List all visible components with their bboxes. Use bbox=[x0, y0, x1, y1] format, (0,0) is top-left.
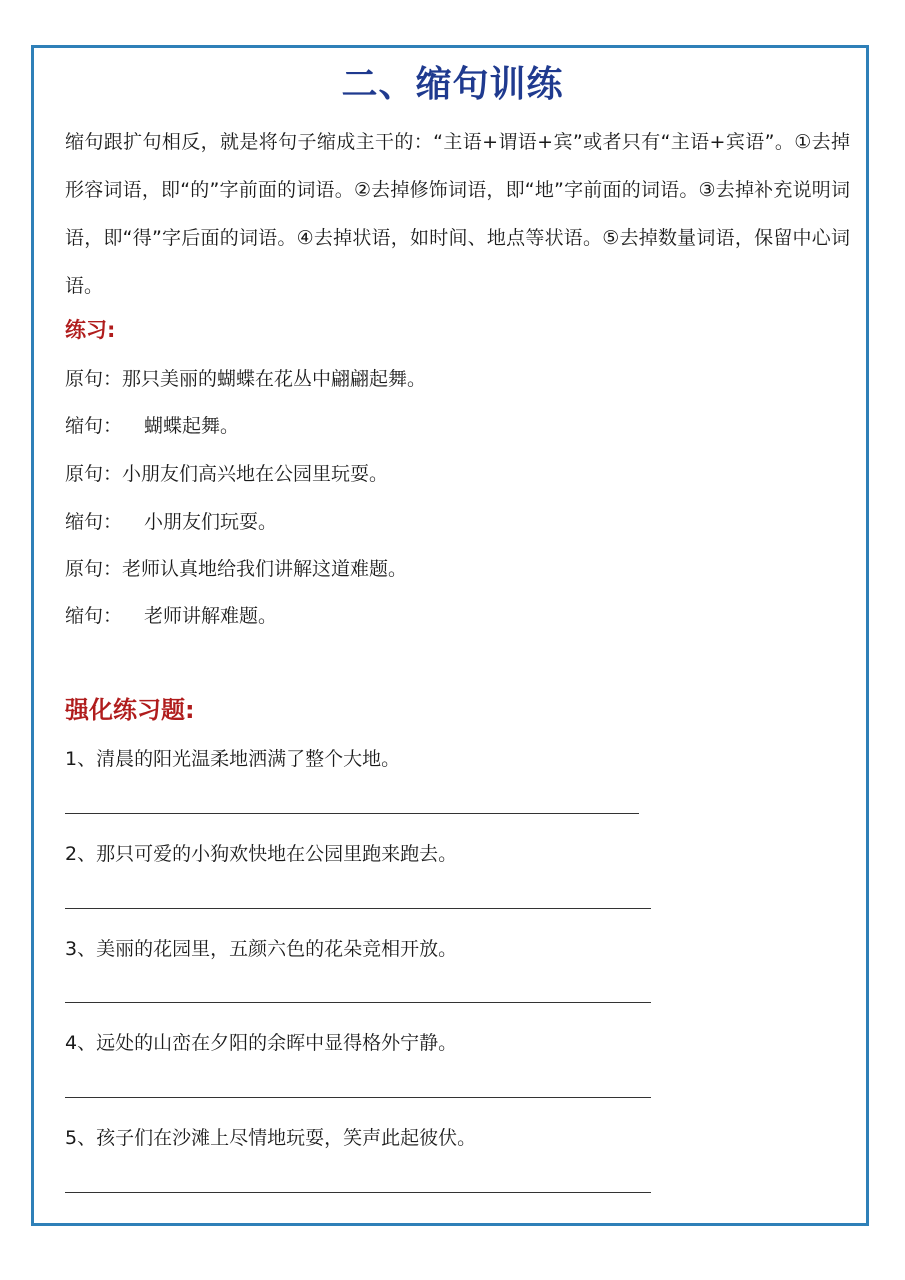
example-original-1 bbox=[65, 364, 426, 391]
short-label: 缩句： bbox=[65, 511, 123, 533]
example-original-2 bbox=[65, 459, 388, 486]
practice-heading: 练习: bbox=[65, 318, 116, 342]
answer-line-5[interactable] bbox=[65, 1192, 651, 1193]
example-short-1 bbox=[65, 411, 239, 438]
original-sentence: 小朋友们高兴地在公园里玩耍。 bbox=[122, 463, 389, 485]
exercise-question-4: 4、远处的山峦在夕阳的余晖中显得格外宁静。 bbox=[65, 1032, 458, 1054]
exercises-heading: 强化练习题: bbox=[65, 696, 195, 724]
original-sentence: 那只美丽的蝴蝶在花丛中翩翩起舞。 bbox=[122, 368, 427, 390]
example-short-3 bbox=[65, 601, 277, 628]
exercise-question-3: 3、美丽的花园里，五颜六色的花朵竞相开放。 bbox=[65, 938, 458, 960]
short-label: 缩句： bbox=[65, 605, 123, 627]
example-original-3 bbox=[65, 554, 407, 581]
original-label: 原句： bbox=[65, 463, 123, 485]
answer-line-2[interactable] bbox=[65, 908, 651, 909]
answer-line-4[interactable] bbox=[65, 1097, 651, 1098]
example-short-2 bbox=[65, 507, 277, 534]
short-sentence: 老师讲解难题。 bbox=[144, 605, 278, 627]
intro-paragraph: 缩句跟扩句相反，就是将句子缩成主干的：“主语+谓语+宾”或者只有“主语+宾语”。①去掉形容词语，即“的”字前面的词语。②去掉修饰词语，即“地”字前面的词语。③去掉补充说明词语，即“得”字后面的词语。④去掉状语，如时间、地点等状语。⑤去掉数量词语，保留中心词语。 bbox=[65, 131, 850, 297]
exercise-question-1: 1、清晨的阳光温柔地洒满了整个大地。 bbox=[65, 748, 401, 770]
short-sentence: 蝴蝶起舞。 bbox=[144, 415, 240, 437]
answer-line-3[interactable] bbox=[65, 1002, 651, 1003]
original-label: 原句： bbox=[65, 368, 123, 390]
answer-line-1[interactable] bbox=[65, 813, 639, 814]
exercise-question-5: 5、孩子们在沙滩上尽情地玩耍，笑声此起彼伏。 bbox=[65, 1127, 477, 1149]
exercise-question-2: 2、那只可爱的小狗欢快地在公园里跑来跑去。 bbox=[65, 843, 458, 865]
original-label: 原句： bbox=[65, 558, 123, 580]
short-sentence: 小朋友们玩耍。 bbox=[144, 511, 278, 533]
short-label: 缩句： bbox=[65, 415, 123, 437]
page-title: 二、缩句训练 bbox=[341, 64, 564, 105]
original-sentence: 老师认真地给我们讲解这道难题。 bbox=[122, 558, 408, 580]
